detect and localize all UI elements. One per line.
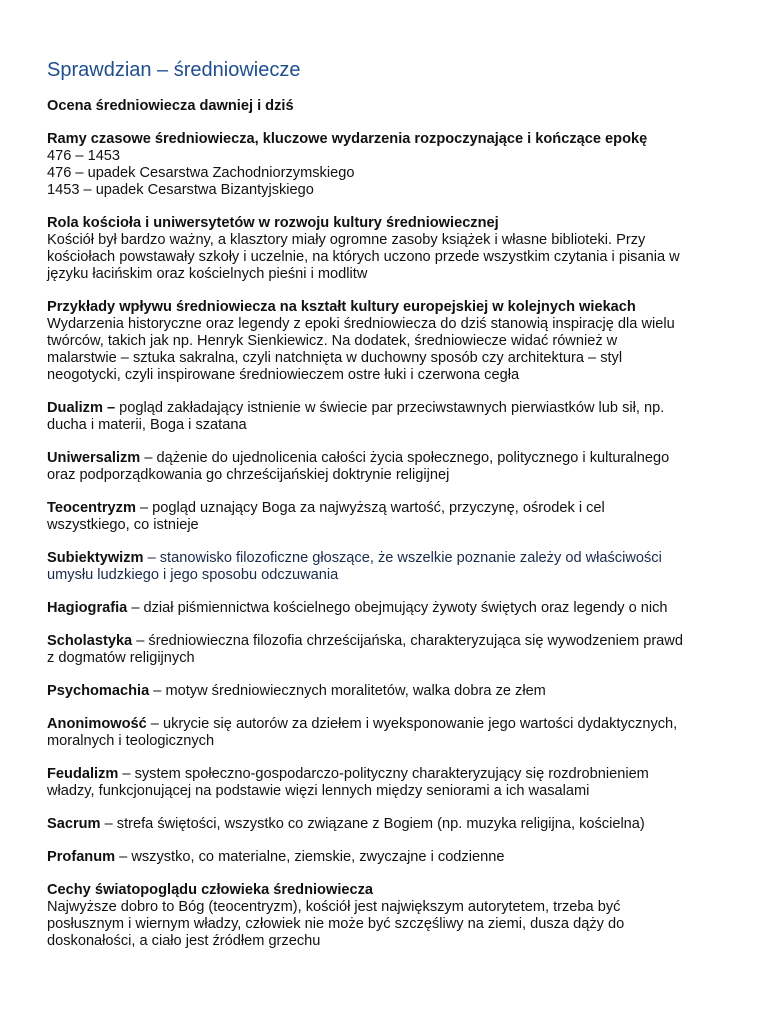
definition-subiektywizm xyxy=(47,550,728,584)
definition-text: – ukrycie się autorów za dziełem i wyeksponowanie jego wartości dydaktycznych, xyxy=(146,716,678,732)
definition-term: Psychomachia xyxy=(47,683,150,699)
influence-line: twórców, takich jak np. Henryk Sienkiewicz. Na dodatek, średniowiecze widać również w xyxy=(47,333,618,349)
section-worldview-heading: Cechy światopoglądu człowieka średniowiecza xyxy=(47,882,374,898)
definition-text: – motyw średniowiecznych moralitetów, walka dobra ze złem xyxy=(149,683,546,699)
definition-scholastyka xyxy=(47,633,728,667)
worldview-line: doskonałości, a ciało jest źródłem grzechu xyxy=(47,933,321,949)
definition-term: Sacrum xyxy=(47,816,101,832)
timeframe-line: 476 – 1453 xyxy=(47,148,121,164)
definition-text: oraz podporządkowania go chrześcijańskiej doktrynie religijnej xyxy=(47,467,450,483)
definition-text: – stanowisko filozoficzne głoszące, że wszelkie poznanie zależy od właściwości xyxy=(143,550,662,566)
definition-term: Anonimowość xyxy=(47,716,147,732)
definition-term: Scholastyka xyxy=(47,633,133,649)
section-timeframe-heading: Ramy czasowe średniowiecza, kluczowe wydarzenia rozpoczynające i kończące epokę xyxy=(47,131,648,147)
church-role-line: kościołach powstawały szkoły i uczelnie, na których uczono przede wszystkim czytania i pisania w xyxy=(47,249,680,265)
definition-term: Profanum xyxy=(47,849,116,865)
definition-term: Feudalizm xyxy=(47,766,119,782)
definition-text: – dział piśmiennictwa kościelnego obejmujący żywoty świętych oraz legendy o nich xyxy=(127,600,668,616)
worldview-line: posłusznym i wiernym władzy, człowiek nie może być szczęśliwy na ziemi, dusza dąży do xyxy=(47,916,625,932)
definition-text: – średniowieczna filozofia chrześcijańska, charakteryzująca się wywodzeniem prawd xyxy=(132,633,683,649)
section-influence xyxy=(47,299,728,384)
definition-dualizm xyxy=(47,400,728,434)
definition-hagiografia xyxy=(47,600,728,617)
definition-text: ducha i materii, Boga i szatana xyxy=(47,417,247,433)
church-role-line: Kościół był bardzo ważny, a klasztory miały ogromne zasoby książek i własne biblioteki. Przy xyxy=(47,232,646,248)
definition-teocentryzm xyxy=(47,500,728,534)
definition-feudalizm xyxy=(47,766,728,800)
influence-line: malarstwie – sztuka sakralna, czyli natchnięta w duchowny sposób czy architektura – styl xyxy=(47,350,623,366)
section-timeframe xyxy=(47,131,728,199)
section-worldview xyxy=(47,882,728,950)
influence-line: Wydarzenia historyczne oraz legendy z epoki średniowiecza do dziś stanowią inspirację dla wielu xyxy=(47,316,675,332)
definition-text: wszystkiego, co istnieje xyxy=(47,517,199,533)
definition-text: – strefa świętości, wszystko co związane z Bogiem (np. muzyka religijna, kościelna) xyxy=(100,816,645,832)
definition-text: z dogmatów religijnych xyxy=(47,650,195,666)
definition-psychomachia xyxy=(47,683,728,700)
definition-term: Uniwersalizm xyxy=(47,450,141,466)
definition-uniwersalizm xyxy=(47,450,728,484)
definition-profanum xyxy=(47,849,728,866)
definition-term: Hagiografia xyxy=(47,600,128,616)
definition-text: – wszystko, co materialne, ziemskie, zwyczajne i codzienne xyxy=(115,849,505,865)
section-influence-heading: Przykłady wpływu średniowiecza na kształt kultury europejskiej w kolejnych wiekach xyxy=(47,299,636,315)
worldview-line: Najwyższe dobro to Bóg (teocentryzm), kościół jest największym autorytetem, trzeba być xyxy=(47,899,621,915)
timeframe-line: 1453 – upadek Cesarstwa Bizantyjskiego xyxy=(47,182,314,198)
timeframe-line: 476 – upadek Cesarstwa Zachodniorzymskiego xyxy=(47,165,355,181)
church-role-line: języku łacińskim oraz kościelnych pieśni i modlitw xyxy=(47,266,368,282)
definition-text: pogląd zakładający istnienie w świecie par przeciwstawnych pierwiastków lub sił, np. xyxy=(115,400,665,416)
definition-text: – dążenie do ujednolicenia całości życia społecznego, politycznego i kulturalnego xyxy=(140,450,670,466)
document-title: Sprawdzian – średniowiecze xyxy=(47,59,301,81)
definition-sacrum xyxy=(47,816,728,833)
definition-text: – pogląd uznający Boga za najwyższą wartość, przyczynę, ośrodek i cel xyxy=(135,500,605,516)
section-church-role-heading: Rola kościoła i uniwersytetów w rozwoju kultury średniowiecznej xyxy=(47,215,499,231)
definition-anonimowosc xyxy=(47,716,728,750)
definition-term: Teocentryzm xyxy=(47,500,136,516)
definition-text: umysłu ludzkiego i jego sposobu odczuwania xyxy=(47,567,339,583)
influence-line: neogotycki, czyli inspirowane średniowieczem ostre łuki i czerwona cegła xyxy=(47,367,520,383)
definition-text: moralnych i teologicznych xyxy=(47,733,215,749)
document-subtitle: Ocena średniowiecza dawniej i dziś xyxy=(47,98,294,114)
definition-term: Subiektywizm xyxy=(47,550,144,566)
section-church-role xyxy=(47,215,728,283)
definition-text: władzy, funkcjonującej na podstawie więzi lennych między seniorami a ich wasalami xyxy=(47,783,590,799)
definition-text: – system społeczno-gospodarczo-polityczny charakteryzujący się rozdrobnieniem xyxy=(118,766,649,782)
definition-term: Dualizm – xyxy=(47,400,116,416)
